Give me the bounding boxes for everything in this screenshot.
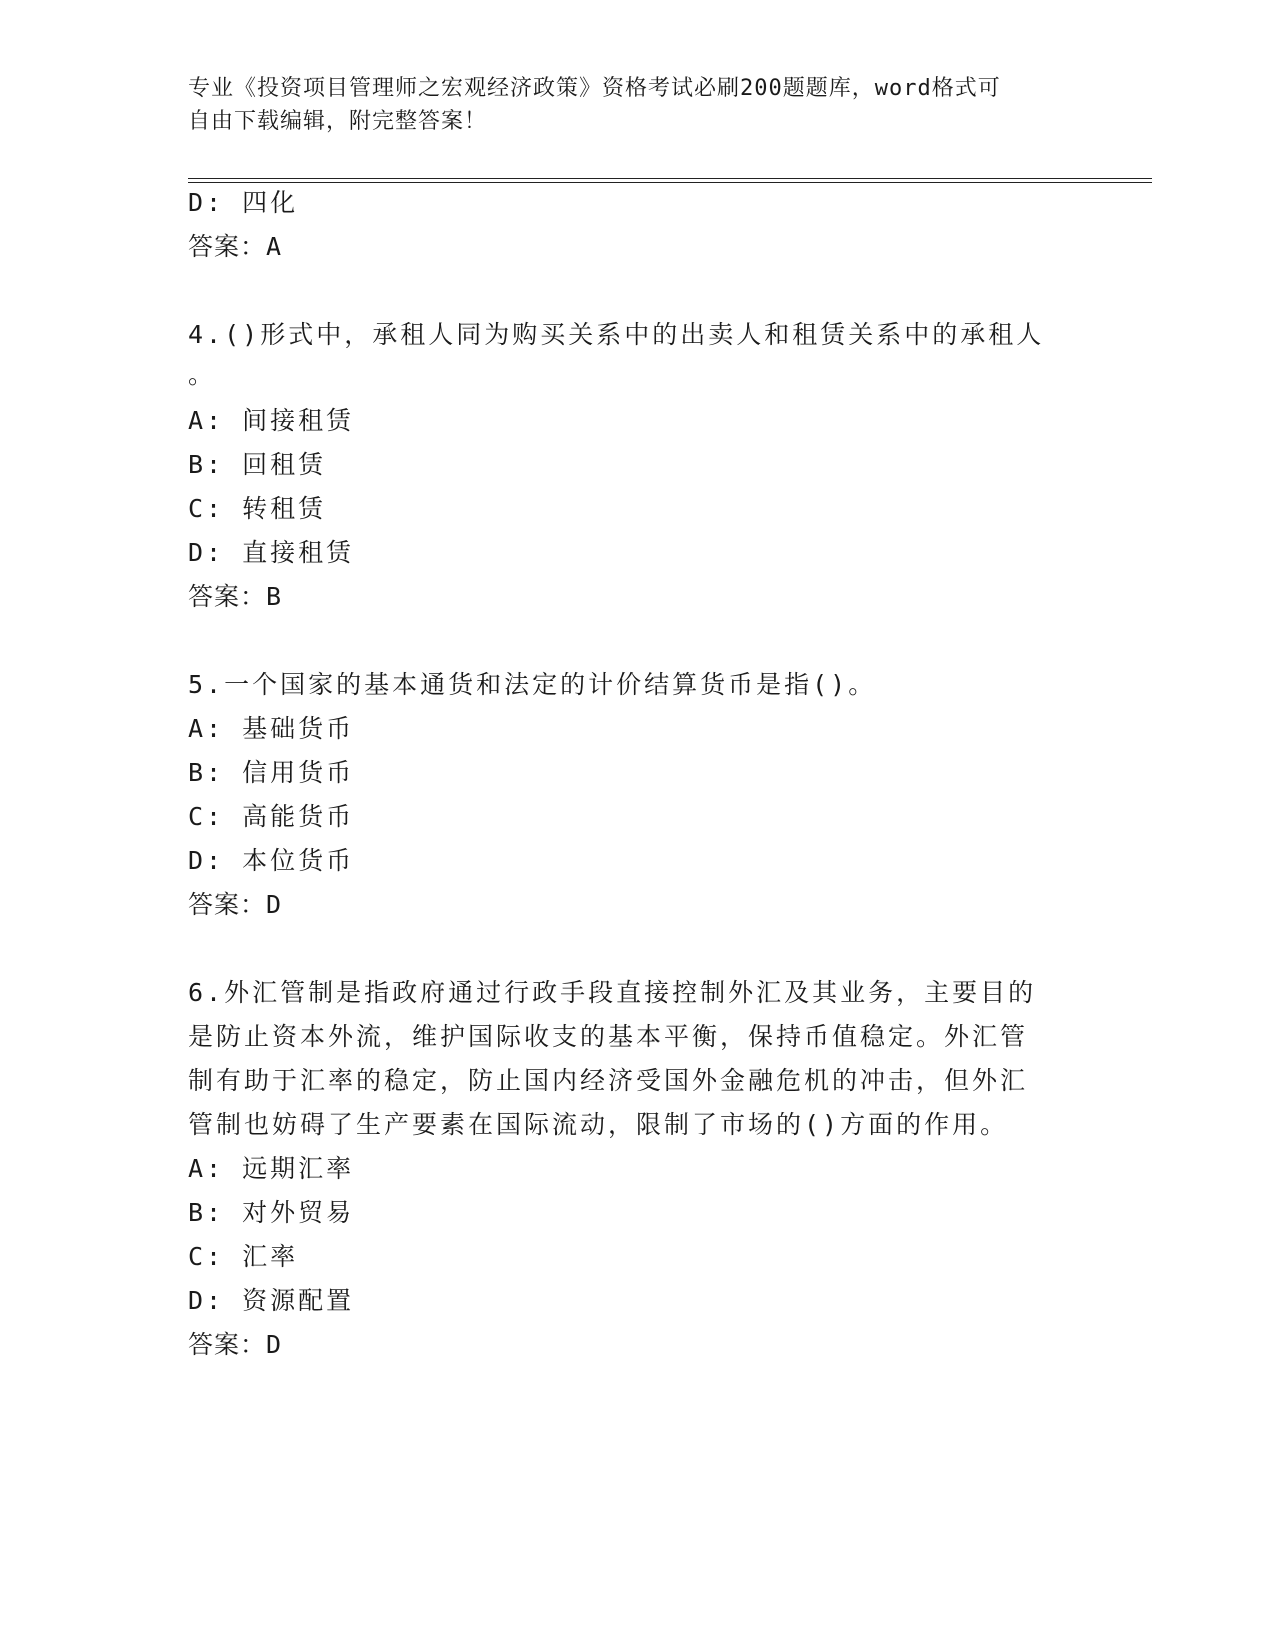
q5-option-b: B: 信用货币 — [188, 758, 355, 787]
q3-option-d: D: 四化 — [188, 188, 299, 217]
page-header — [188, 72, 1068, 138]
q6-stem-line-1: 6.外汇管制是指政府通过行政手段直接控制外汇及其业务，主要目的 — [188, 978, 1037, 1007]
header-line-2: 自由下载编辑，附完整答案！ — [188, 109, 488, 134]
q5-option-d: D: 本位货币 — [188, 846, 355, 875]
q6-answer: 答案：D — [188, 1330, 283, 1359]
q4-option-a: A: 间接租赁 — [188, 406, 355, 435]
q3-answer: 答案：A — [188, 232, 283, 261]
q4-stem-line-2: 。 — [188, 360, 217, 389]
q4-option-d: D: 直接租赁 — [188, 538, 355, 567]
q5-option-a: A: 基础货币 — [188, 714, 355, 743]
q5-stem: 5.一个国家的基本通货和法定的计价结算货币是指()。 — [188, 670, 877, 699]
q6-option-d: D: 资源配置 — [188, 1286, 355, 1315]
q4-stem-line-1: 4.()形式中，承租人同为购买关系中的出卖人和租赁关系中的承租人 — [188, 320, 1045, 349]
q5-option-c: C: 高能货币 — [188, 802, 355, 831]
q4-option-c: C: 转租赁 — [188, 494, 327, 523]
q6-stem-line-4: 管制也妨碍了生产要素在国际流动，限制了市场的()方面的作用。 — [188, 1110, 1009, 1139]
header-divider — [188, 178, 1152, 183]
q4-option-b: B: 回租赁 — [188, 450, 327, 479]
q6-option-a: A: 远期汇率 — [188, 1154, 355, 1183]
q6-stem-line-2: 是防止资本外流，维护国际收支的基本平衡，保持币值稳定。外汇管 — [188, 1022, 1029, 1051]
q6-option-b: B: 对外贸易 — [188, 1198, 355, 1227]
header-line-1: 专业《投资项目管理师之宏观经济政策》资格考试必刷200题题库，word格式可 — [188, 76, 1001, 101]
q6-stem-line-3: 制有助于汇率的稳定，防止国内经济受国外金融危机的冲击，但外汇 — [188, 1066, 1029, 1095]
q4-answer: 答案：B — [188, 582, 283, 611]
q5-answer: 答案：D — [188, 890, 283, 919]
q6-option-c: C: 汇率 — [188, 1242, 299, 1271]
